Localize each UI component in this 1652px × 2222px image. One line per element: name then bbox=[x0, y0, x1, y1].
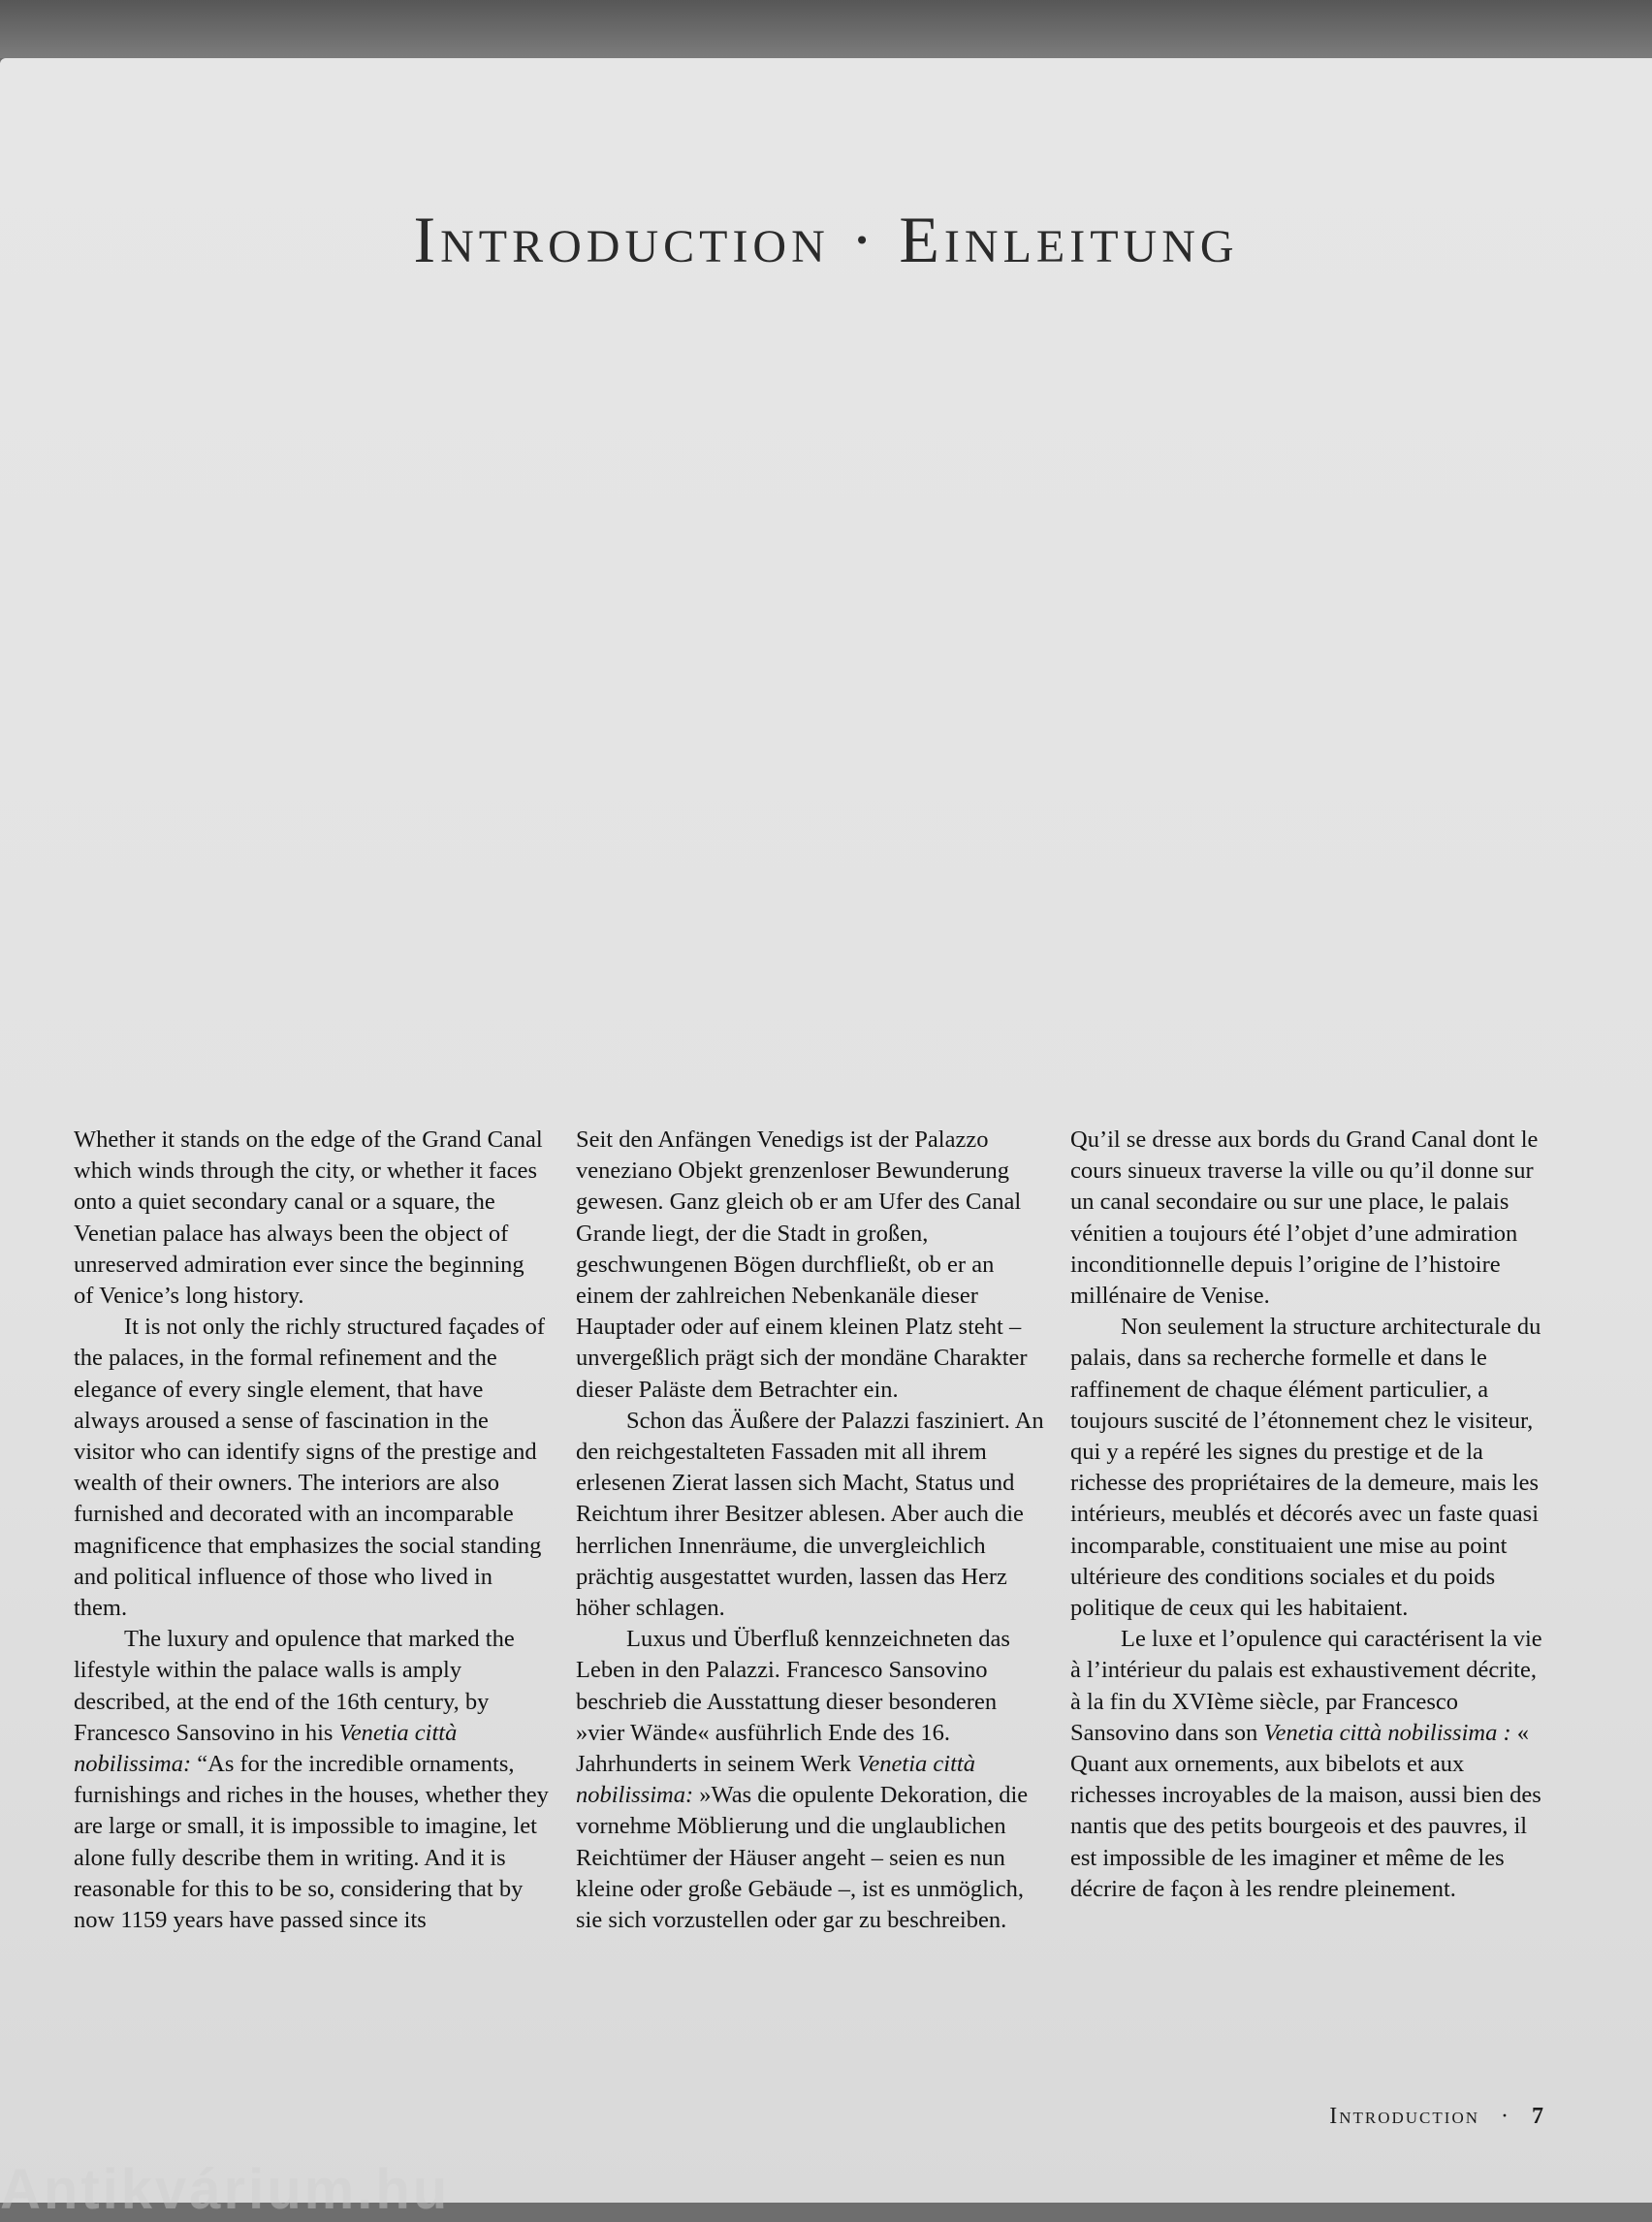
watermark-text: Antikvárium.hu bbox=[0, 2158, 451, 2221]
french-work-title: Venetia città nobilissima : bbox=[1263, 1719, 1511, 1746]
english-paragraph-2: It is not only the richly structured façades of the palaces, in the formal refinement and the elegance of every single element, that have always aroused a sense of fascination in the visitor who can identify signs of the prestige and wealth of their owners. The interiors are also furnished and decorated with an incomparable magnificence that emphasizes the social standing and political influence of those who lived in them. bbox=[74, 1314, 546, 1622]
french-paragraph-3-text-b: « Quant aux ornements, aux bibelots et aux richesses incroyables de la maison, aussi bien des nantis que des petits bourgeois et des pauvres, il est impossible de les imaginer et même de les décrire de façon à les rendre pleinement. bbox=[1070, 1719, 1541, 1902]
english-column bbox=[74, 1125, 549, 1936]
german-column bbox=[576, 1125, 1051, 1936]
english-paragraph-3-text-a: The luxury and opulence that marked the lifestyle within the palace walls is amply described, at the end of the 16th century, by Francesco Sansovino in his bbox=[74, 1626, 515, 1746]
page-edge-shadow bbox=[0, 0, 1652, 58]
german-paragraph-3 bbox=[576, 1624, 1051, 1936]
german-paragraph-1: Seit den Anfängen Venedigs ist der Palazzo veneziano Objekt grenzenloser Bewunderung gewesen. Ganz gleich ob er am Ufer des Canal Grande liegt, der die Stadt in großen, geschwungenen Bögen durchfließt, ob er an einem der zahlreichen Nebenkanäle dieser Hauptader oder auf einem kleinen Platz steht – unvergeßlich prägt sich der mondäne Charakter dieser Paläste dem Betrachter ein. bbox=[576, 1127, 1028, 1403]
french-column bbox=[1070, 1125, 1545, 1905]
french-paragraph-2: Non seulement la structure architecturale du palais, dans sa recherche formelle et dans le raffinement de chaque élément particulier, a toujours suscité de l’étonnement chez le visiteur, qui y a repéré les signes du prestige et de la richesse des propriétaires de la demeure, mais les intérieurs, meublés et décorés avec un faste quasi incomparable, constituaient une mise au point ultérieure des conditions sociales et du poids politique de ceux qui les habitaient. bbox=[1070, 1314, 1541, 1622]
running-head-label: Introduction bbox=[1329, 2104, 1479, 2129]
page-title: Introduction · Einleitung bbox=[413, 203, 1239, 276]
footer-separator: · bbox=[1501, 2104, 1510, 2129]
french-paragraph-3 bbox=[1070, 1624, 1545, 1905]
english-paragraph-1: Whether it stands on the edge of the Grand Canal which winds through the city, or whether it faces onto a quiet secondary canal or a square, the Venetian palace has always been the object of unreserved admiration ever since the beginning of Venice’s long history. bbox=[74, 1127, 543, 1310]
page-number: 7 bbox=[1532, 2104, 1545, 2129]
english-paragraph-3-text-b: “As for the incredible ornaments, furnishings and riches in the houses, whether they are large or small, it is impossible to imagine, let alone fully describe them in writing. And it is reasonable for this to be so, considering that by now 1159 years have passed since its bbox=[74, 1751, 549, 1934]
english-work-title: Venetia città nobilissima: bbox=[74, 1719, 458, 1778]
german-work-title: Venetia città nobilissima: bbox=[576, 1751, 975, 1809]
german-paragraph-2: Schon das Äußere der Palazzi fasziniert. An den reichgestalteten Fassaden mit all ihrem erlesenen Zierat lassen sich Macht, Status und Reichtum ihrer Besitzer ablesen. Aber auch die herrlichen Innenräume, die unvergleichlich prächtig ausgestattet wurden, lassen das Herz höher schlagen. bbox=[576, 1407, 1044, 1622]
french-paragraph-3-text-a: Le luxe et l’opulence qui caractérisent la vie à l’intérieur du palais est exhaustivement décrite, à la fin du XVIème siècle, par Francesco Sansovino dans son bbox=[1070, 1626, 1542, 1746]
german-paragraph-3-text-a: Luxus und Überfluß kennzeichneten das Leben in den Palazzi. Francesco Sansovino beschrieb die Ausstattung dieser besonderen »vier Wände« ausführlich Ende des 16. Jahrhunderts in seinem Werk bbox=[576, 1626, 1010, 1778]
french-paragraph-1: Qu’il se dresse aux bords du Grand Canal dont le cours sinueux traverse la ville ou qu’il donne sur un canal secondaire ou sur une place, le palais vénitien a toujours été l’objet d’une admiration inconditionnelle depuis l’origine de l’histoire millénaire de Venise. bbox=[1070, 1127, 1539, 1310]
running-footer bbox=[1329, 2104, 1545, 2130]
german-paragraph-3-text-b: »Was die opulente Dekoration, die vornehme Möblierung und die unglaublichen Reichtümer der Häuser angeht – seien es nun kleine oder große Gebäude –, ist es unmöglich, sie sich vorzustellen oder gar zu beschreiben. bbox=[576, 1782, 1029, 1934]
english-paragraph-3 bbox=[74, 1624, 549, 1936]
